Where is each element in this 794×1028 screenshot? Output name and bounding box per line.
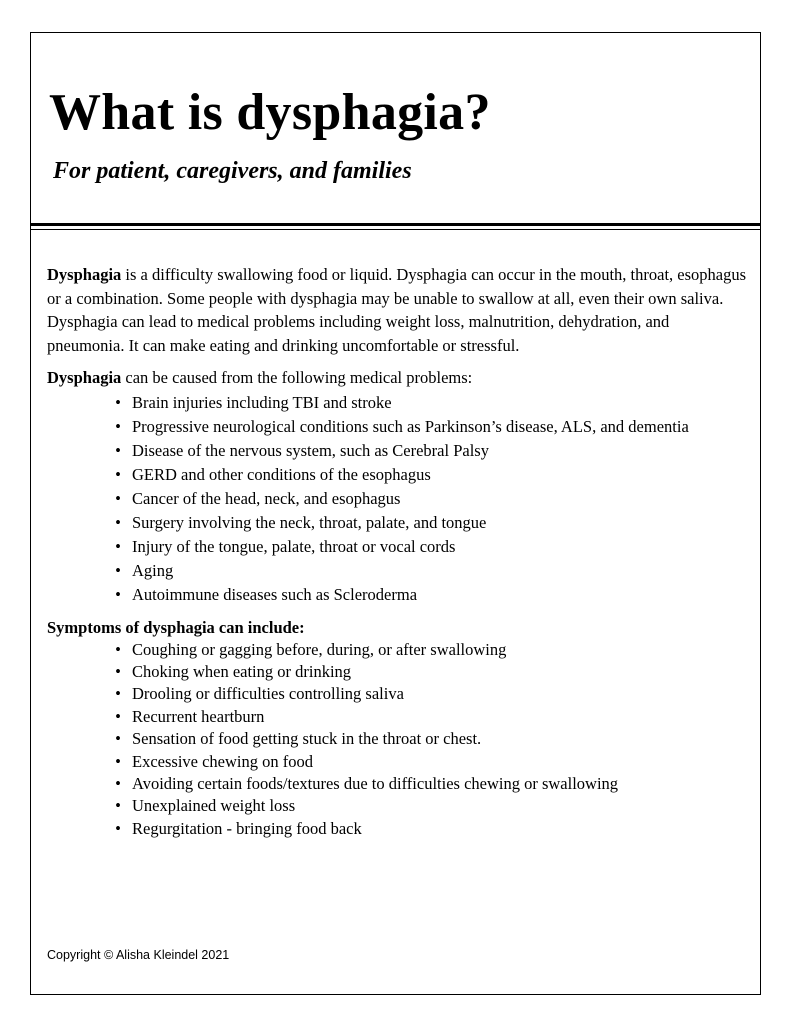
document-frame: [30, 32, 761, 995]
main-content: [47, 263, 747, 844]
copyright-notice: Copyright © Alisha Kleindel 2021: [47, 948, 230, 962]
list-item: • GERD and other conditions of the esophagus: [132, 463, 747, 487]
bullet-icon: •: [115, 818, 121, 838]
symptoms-list: [47, 639, 747, 841]
bullet-icon: •: [115, 416, 121, 436]
bullet-icon: •: [115, 684, 121, 704]
list-item: • Recurrent heartburn: [132, 706, 747, 728]
list-item: • Aging: [132, 559, 747, 583]
list-item: • Surgery involving the neck, throat, palate, and tongue: [132, 511, 747, 535]
definition-paragraph: [47, 263, 747, 357]
page-title: What is dysphagia?: [49, 84, 491, 141]
list-item: • Choking when eating or drinking: [132, 661, 747, 683]
bullet-icon: •: [115, 661, 121, 681]
causes-intro-text: can be caused from the following medical problems:: [121, 368, 473, 387]
causes-list: [47, 391, 747, 607]
header: [31, 33, 760, 225]
bullet-icon: •: [115, 536, 121, 556]
bullet-icon: •: [115, 392, 121, 412]
bullet-icon: •: [115, 560, 121, 580]
bullet-icon: •: [115, 729, 121, 749]
bullet-icon: •: [115, 773, 121, 793]
bullet-icon: •: [115, 706, 121, 726]
list-item: • Brain injuries including TBI and stroke: [132, 391, 747, 415]
bullet-icon: •: [115, 584, 121, 604]
bullet-icon: •: [115, 751, 121, 771]
symptoms-heading: Symptoms of dysphagia can include:: [47, 617, 305, 637]
causes-intro: [47, 366, 747, 390]
list-item: • Unexplained weight loss: [132, 795, 747, 817]
list-item: • Disease of the nervous system, such as Cerebral Palsy: [132, 439, 747, 463]
list-item: • Autoimmune diseases such as Scleroderma: [132, 583, 747, 607]
bullet-icon: •: [115, 796, 121, 816]
list-item: • Injury of the tongue, palate, throat or vocal cords: [132, 535, 747, 559]
bullet-icon: •: [115, 440, 121, 460]
definition-term: Dysphagia: [47, 265, 122, 284]
definition-text: is a difficulty swallowing food or liquid. Dysphagia can occur in the mouth, throat, esophagus or a combination. Some people with dysphagia may be unable to swallow at all, even their own saliva. Dysphagia can lead to medical problems including weight loss, malnutrition, dehydration, and pneumonia. It can make eating and drinking uncomfortable or stressful.: [47, 265, 747, 355]
causes-intro-term: Dysphagia: [47, 368, 122, 387]
list-item: • Avoiding certain foods/textures due to difficulties chewing or swallowing: [132, 773, 747, 795]
list-item: • Coughing or gagging before, during, or after swallowing: [132, 639, 747, 661]
bullet-icon: •: [115, 488, 121, 508]
bullet-icon: •: [115, 464, 121, 484]
header-divider-thin: [31, 229, 760, 230]
list-item: • Drooling or difficulties controlling saliva: [132, 683, 747, 705]
page-subtitle: For patient, caregivers, and families: [53, 158, 412, 184]
list-item: • Excessive chewing on food: [132, 751, 747, 773]
list-item: • Regurgitation - bringing food back: [132, 818, 747, 840]
list-item: • Cancer of the head, neck, and esophagus: [132, 487, 747, 511]
list-item: • Sensation of food getting stuck in the throat or chest.: [132, 728, 747, 750]
list-item: • Progressive neurological conditions such as Parkinson’s disease, ALS, and dementia: [132, 415, 747, 439]
header-divider-thick: [31, 223, 760, 226]
bullet-icon: •: [115, 512, 121, 532]
bullet-icon: •: [115, 639, 121, 659]
